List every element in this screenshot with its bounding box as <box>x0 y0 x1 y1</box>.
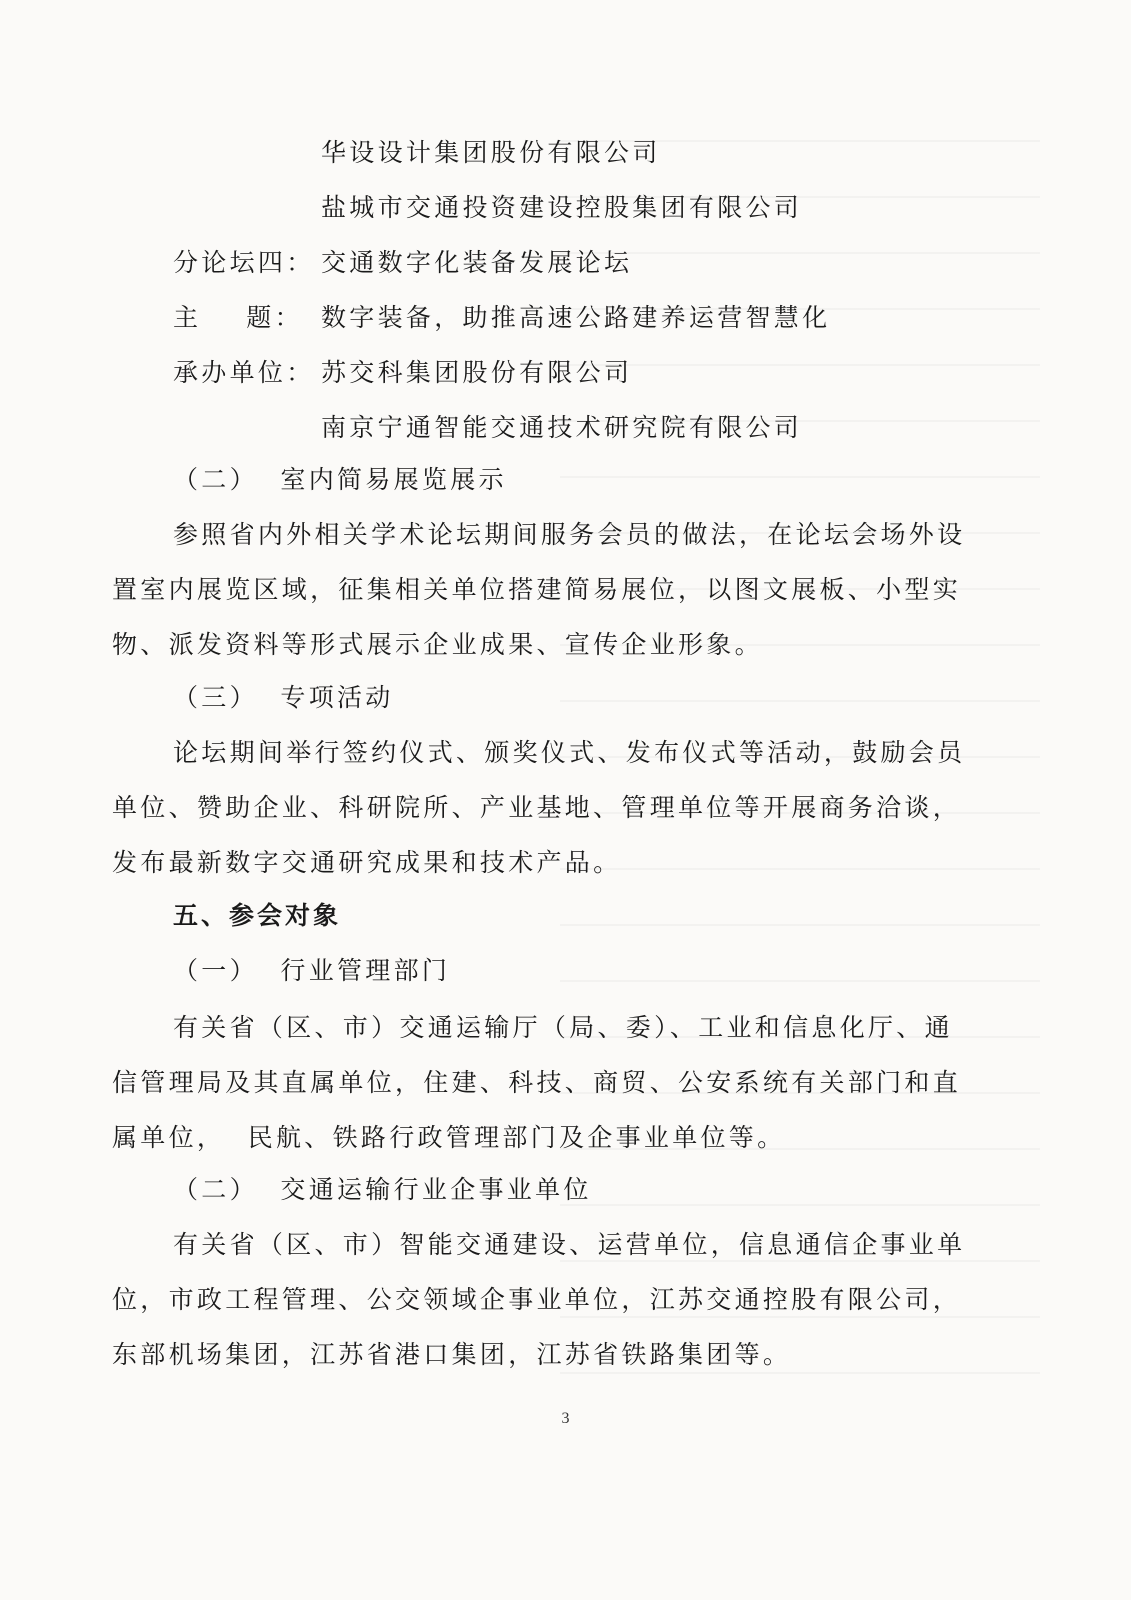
host-org: 南京宁通智能交通技术研究院有限公司 <box>321 413 803 442</box>
page-number: 3 <box>561 1410 570 1427</box>
paragraph-line: 位，市政工程管理、公交领域企事业单位，江苏交通控股有限公司， <box>112 1285 962 1314</box>
paragraph-line: 东部机场集团，江苏省港口集团，江苏省铁路集团等。 <box>112 1340 792 1369</box>
paragraph-line: 参照省内外相关学术论坛期间服务会员的做法，在论坛会场外设 <box>173 520 966 549</box>
paragraph-line: 置室内展览区域，征集相关单位搭建简易展位，以图文展板、小型实 <box>112 575 962 604</box>
paragraph-line: 有关省（区、市）智能交通建设、运营单位，信息通信企事业单 <box>173 1230 966 1259</box>
sub-forum-label: 分论坛四： <box>173 248 315 277</box>
theme-label: 主 题： <box>173 303 303 332</box>
paragraph-line: 有关省（区、市）交通运输厅（局、委）、工业和信息化厅、通 <box>173 1013 953 1042</box>
paragraph-line: 单位、赞助企业、科研院所、产业基地、管理单位等开展商务洽谈， <box>112 793 962 822</box>
host-org: 苏交科集团股份有限公司 <box>321 358 633 387</box>
subsection-heading: （一） 行业管理部门 <box>173 956 451 985</box>
exhibition-heading: （二） 室内简易展览展示 <box>173 465 507 494</box>
host-label: 承办单位： <box>173 358 315 387</box>
paragraph-line: 物、派发资料等形式展示企业成果、宣传企业形象。 <box>112 630 763 659</box>
paragraph-line: 发布最新数字交通研究成果和技术产品。 <box>112 848 622 877</box>
sub-forum-name: 交通数字化装备发展论坛 <box>321 248 633 277</box>
organizer-line: 盐城市交通投资建设控股集团有限公司 <box>321 193 803 222</box>
organizer-line: 华设设计集团股份有限公司 <box>321 138 661 167</box>
subsection-heading: （二） 交通运输行业企事业单位 <box>173 1175 592 1204</box>
theme-text: 数字装备，助推高速公路建养运营智慧化 <box>321 303 831 332</box>
paragraph-line: 属单位， 民航、铁路行政管理部门及企事业单位等。 <box>112 1123 786 1152</box>
section-heading: 五、参会对象 <box>173 901 342 930</box>
paragraph-line: 信管理局及其直属单位，住建、科技、商贸、公安系统有关部门和直 <box>112 1068 962 1097</box>
paragraph-line: 论坛期间举行签约仪式、颁奖仪式、发布仪式等活动，鼓励会员 <box>173 738 966 767</box>
special-events-heading: （三） 专项活动 <box>173 683 394 712</box>
